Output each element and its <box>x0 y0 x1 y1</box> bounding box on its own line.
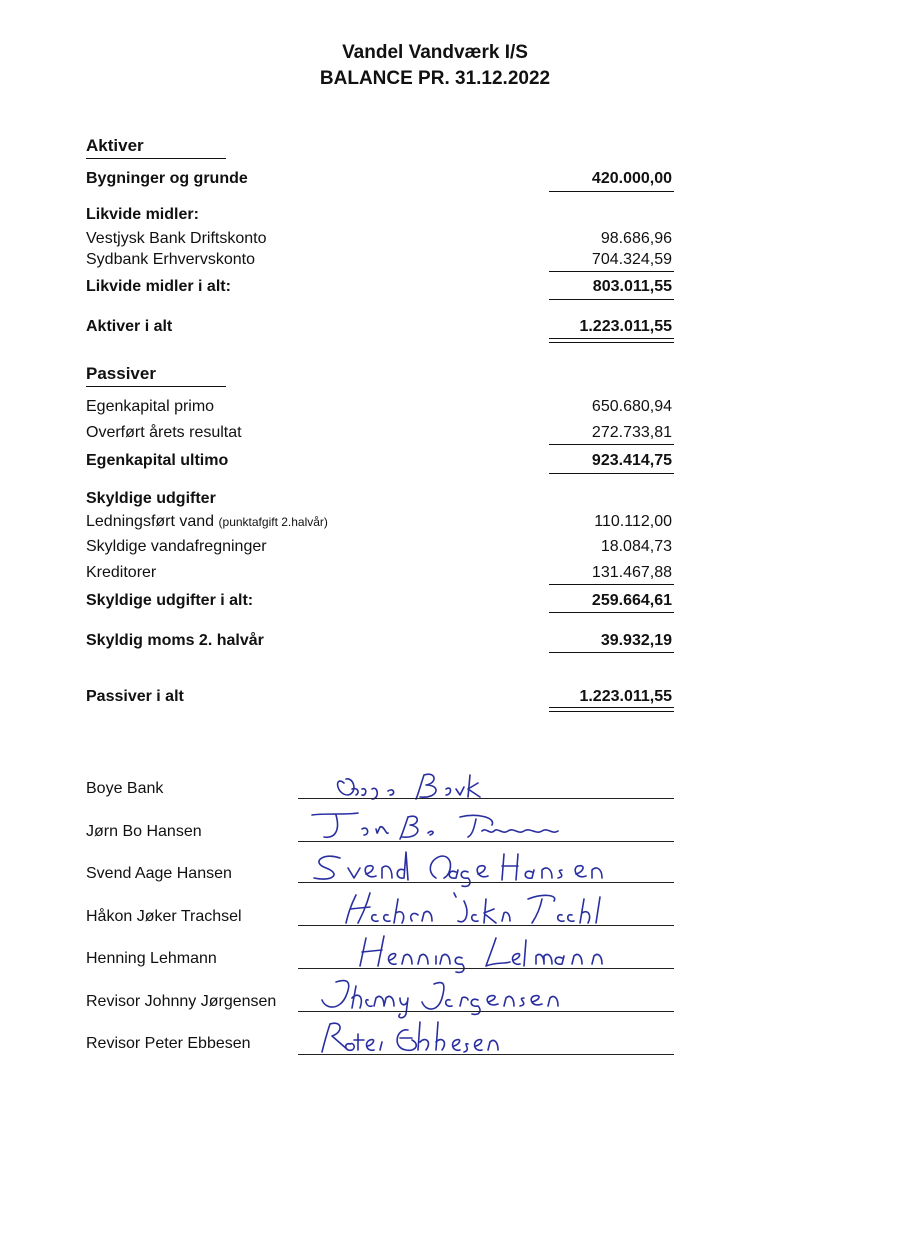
signatory-name: Svend Aage Hansen <box>86 865 232 882</box>
handwritten-signature <box>296 1008 676 1058</box>
signatory-name: Jørn Bo Hansen <box>86 823 202 840</box>
rule <box>549 612 674 613</box>
egenkapital-primo-label: Egenkapital primo <box>86 398 215 415</box>
signatory-name: Boye Bank <box>86 780 164 797</box>
skyldige-total-value: 259.664,61 <box>591 592 672 609</box>
resultat-label: Overført årets resultat <box>86 424 242 441</box>
signature-line <box>298 1054 674 1055</box>
signature-line <box>298 798 674 799</box>
vestjysk-value: 98.686,96 <box>600 230 672 247</box>
handwritten-signature <box>296 885 676 930</box>
skyldige-total-label: Skyldige udgifter i alt: <box>86 592 254 609</box>
signature-line <box>298 968 674 969</box>
vestjysk-label: Vestjysk Bank Driftskonto <box>86 230 267 247</box>
handwritten-signature <box>296 805 676 845</box>
ledningsfort-value: 110.112,00 <box>594 513 672 530</box>
rule <box>549 299 674 300</box>
passiver-heading: Passiver <box>86 364 226 387</box>
egenkapital-ultimo-value: 923.414,75 <box>591 452 672 469</box>
aktiver-total-value: 1.223.011,55 <box>579 318 672 335</box>
signature-line <box>298 925 674 926</box>
rule <box>549 652 674 653</box>
aktiver-heading: Aktiver <box>86 136 226 159</box>
resultat-value: 272.733,81 <box>591 424 672 441</box>
vandafregninger-value: 18.084,73 <box>600 538 672 555</box>
skyldige-heading: Skyldige udgifter <box>86 490 216 507</box>
moms-value: 39.932,19 <box>600 632 672 649</box>
likvide-total-value: 803.011,55 <box>592 278 672 295</box>
kreditorer-value: 131.467,88 <box>591 564 672 581</box>
sydbank-label: Sydbank Erhvervskonto <box>86 251 255 268</box>
kreditorer-label: Kreditorer <box>86 564 157 581</box>
signatory-name: Henning Lehmann <box>86 950 217 967</box>
rule <box>549 584 674 585</box>
rule <box>549 191 674 192</box>
likvide-heading: Likvide midler: <box>86 206 199 223</box>
ledningsfort-note: (punktafgift 2.halvår) <box>218 515 328 529</box>
double-rule <box>549 338 674 343</box>
rule <box>549 473 674 474</box>
signatory-name: Revisor Johnny Jørgensen <box>86 993 277 1010</box>
rule <box>549 271 674 272</box>
passiver-total-value: 1.223.011,55 <box>579 688 672 705</box>
moms-label: Skyldig moms 2. halvår <box>86 632 264 649</box>
ledningsfort-text: Ledningsført vand <box>86 513 215 530</box>
rule <box>549 444 674 445</box>
signatory-name: Håkon Jøker Trachsel <box>86 908 242 925</box>
vandafregninger-label: Skyldige vandafregninger <box>86 538 267 555</box>
egenkapital-ultimo-label: Egenkapital ultimo <box>86 452 229 469</box>
bygninger-value: 420.000,00 <box>591 170 672 187</box>
likvide-total-label: Likvide midler i alt: <box>86 278 231 295</box>
passiver-total-label: Passiver i alt <box>86 688 184 705</box>
handwritten-signature <box>296 842 696 887</box>
signature-line <box>298 882 674 883</box>
bygninger-label: Bygninger og grunde <box>86 170 248 187</box>
sydbank-value: 704.324,59 <box>591 251 672 268</box>
double-rule <box>549 707 674 712</box>
handwritten-signature <box>296 765 676 805</box>
egenkapital-primo-value: 650.680,94 <box>591 398 672 415</box>
signatory-name: Revisor Peter Ebbesen <box>86 1035 251 1052</box>
aktiver-total-label: Aktiver i alt <box>86 318 173 335</box>
handwritten-signature <box>296 928 676 973</box>
company-name: Vandel Vandværk I/S <box>342 42 528 63</box>
balance-title: BALANCE PR. 31.12.2022 <box>319 68 551 89</box>
ledningsfort-label <box>86 513 328 531</box>
